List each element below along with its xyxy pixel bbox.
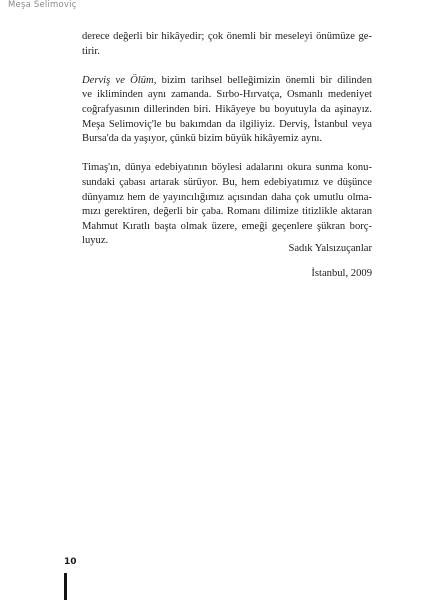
margin-bar xyxy=(64,573,67,600)
text-line: coğrafyasının dillerinden biri. Hikâyeye bu boyutuyla da aşinayız. xyxy=(82,103,372,115)
signature-name: Sadık Yalsızuçanlar xyxy=(288,243,372,254)
page-number: 10 xyxy=(64,557,77,567)
text-line: Mahmut Kıratlı başta olmak üzere, emeği geçenlere şükran borç- xyxy=(82,220,372,232)
book-title: Derviş ve Ölüm xyxy=(82,74,154,86)
paragraph-1 xyxy=(82,30,372,59)
text-fragment: bizim tarihsel belleğimizin önemli bir dilinden xyxy=(161,74,372,86)
text-line: mızı gerektiren, değerli bir çaba. Romanı dilimize titizlikle aktaran xyxy=(82,206,372,218)
text-line: sundaki çabası artarak sürüyor. Bu, hem edebiyatımız ve düşünce xyxy=(82,176,372,188)
body-text xyxy=(82,30,372,264)
text-line: Bursa'da da yaşıyor, çünkü bizim büyük hikâyemiz aynı. xyxy=(82,133,323,145)
text-line: ve ikliminden aynı zamanda. Sırbo-Hırvatça, Osmanlı medeniyet xyxy=(82,89,372,101)
text-line: derece değerli bir hikâyedir; çok önemli bir meseleyi önümüze ge- xyxy=(82,31,372,42)
text-line: Derviş ve Ölüm, bizim tarihsel belleğimizin önemli bir dilinden xyxy=(82,74,372,86)
running-head: Meşa Selimoviç xyxy=(8,0,77,10)
signature-place-date: İstanbul, 2009 xyxy=(311,268,372,279)
text-line: luyuz. xyxy=(82,235,109,247)
paragraph-2 xyxy=(82,74,372,147)
paragraph-3 xyxy=(82,161,372,249)
text-line: Meşa Selimoviç'le bu bakımdan da ilgiliyiz. Derviş, İstanbul veya xyxy=(82,118,372,130)
text-line: dünyamız hem de yayıncılığımız açısından daha çok umutlu olma- xyxy=(82,191,372,203)
text-line: Timaş'ın, dünya edebiyatının böylesi adalarını okura sunma konu- xyxy=(82,162,372,174)
text-line: tirir. xyxy=(82,45,100,57)
